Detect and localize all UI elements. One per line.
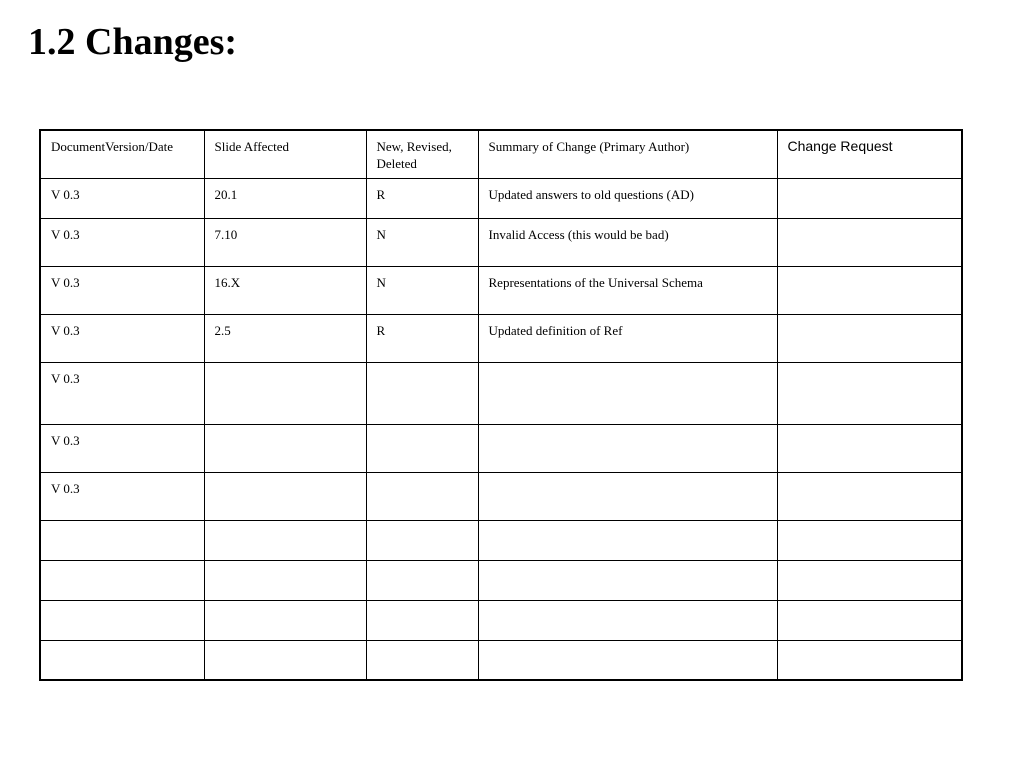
cell-status [366,424,478,472]
cell-request [777,520,962,560]
cell-request [777,600,962,640]
cell-request [777,178,962,218]
cell-request [777,640,962,680]
changes-table [39,129,963,681]
table-header-row [40,130,962,178]
table-row [40,424,962,472]
table-row [40,362,962,424]
cell-slide: 20.1 [204,178,366,218]
cell-slide [204,520,366,560]
cell-status [366,362,478,424]
page-title: 1.2 Changes: [28,21,238,63]
table-row [40,178,962,218]
cell-status [366,520,478,560]
cell-status: R [366,314,478,362]
cell-summary: Invalid Access (this would be bad) [478,218,777,266]
cell-status [366,640,478,680]
table-row [40,218,962,266]
cell-slide [204,560,366,600]
cell-version [40,560,204,600]
cell-request [777,314,962,362]
table-row [40,600,962,640]
cell-status: N [366,218,478,266]
cell-version: V 0.3 [40,314,204,362]
cell-version: V 0.3 [40,472,204,520]
cell-status [366,472,478,520]
cell-version [40,640,204,680]
cell-version: V 0.3 [40,178,204,218]
cell-version: V 0.3 [40,266,204,314]
table-row [40,560,962,600]
cell-status: R [366,178,478,218]
cell-slide: 16.X [204,266,366,314]
cell-summary [478,560,777,600]
cell-request [777,472,962,520]
cell-summary [478,424,777,472]
cell-version [40,600,204,640]
cell-summary [478,362,777,424]
cell-status [366,560,478,600]
cell-slide [204,362,366,424]
header-change-request: Change Request [777,130,962,178]
header-summary: Summary of Change (Primary Author) [478,130,777,178]
cell-status: N [366,266,478,314]
cell-request [777,424,962,472]
cell-request [777,560,962,600]
cell-request [777,362,962,424]
cell-summary [478,520,777,560]
cell-slide [204,424,366,472]
table-row [40,314,962,362]
cell-summary: Updated definition of Ref [478,314,777,362]
cell-slide [204,640,366,680]
cell-version: V 0.3 [40,362,204,424]
cell-summary [478,472,777,520]
header-version-date: DocumentVersion/Date [40,130,204,178]
cell-summary: Representations of the Universal Schema [478,266,777,314]
cell-summary: Updated answers to old questions (AD) [478,178,777,218]
cell-version [40,520,204,560]
table-row [40,472,962,520]
header-status: New, Revised, Deleted [366,130,478,178]
cell-status [366,600,478,640]
cell-summary [478,640,777,680]
cell-version: V 0.3 [40,218,204,266]
cell-slide [204,600,366,640]
cell-request [777,218,962,266]
cell-summary [478,600,777,640]
cell-version: V 0.3 [40,424,204,472]
cell-slide [204,472,366,520]
table-row [40,520,962,560]
table-row [40,640,962,680]
header-slide-affected: Slide Affected [204,130,366,178]
table-row [40,266,962,314]
cell-slide: 2.5 [204,314,366,362]
cell-request [777,266,962,314]
cell-slide: 7.10 [204,218,366,266]
